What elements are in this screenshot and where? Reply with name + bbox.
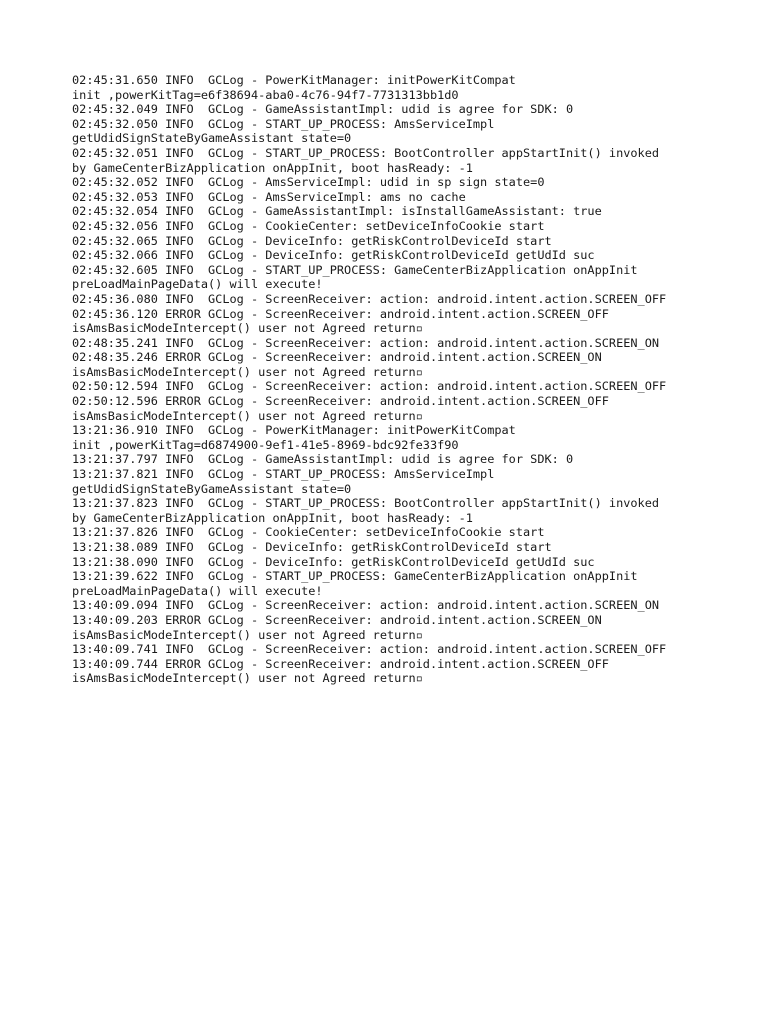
log-line: 02:45:32.054 INFO GCLog - GameAssistantImpl: isInstallGameAssistant: true <box>72 204 602 219</box>
log-line: isAmsBasicModeIntercept() user not Agreed return▫ <box>72 627 423 642</box>
log-line: 02:48:35.241 INFO GCLog - ScreenReceiver: action: android.intent.action.SCREEN_ON <box>72 335 660 350</box>
log-line: init ,powerKitTag=e6f38694-aba0-4c76-94f7-7731313bb1d0 <box>72 87 459 102</box>
log-line: 02:45:32.053 INFO GCLog - AmsServiceImpl: ams no cache <box>72 189 466 204</box>
log-line: 13:21:37.823 INFO GCLog - START_UP_PROCESS: BootController appStartInit() invoked <box>72 496 660 511</box>
log-line: 02:45:32.056 INFO GCLog - CookieCenter: setDeviceInfoCookie start <box>72 218 545 233</box>
log-line: 02:50:12.594 INFO GCLog - ScreenReceiver: action: android.intent.action.SCREEN_OFF <box>72 379 667 394</box>
log-line: 13:21:37.826 INFO GCLog - CookieCenter: setDeviceInfoCookie start <box>72 525 545 540</box>
log-line: 13:40:09.094 INFO GCLog - ScreenReceiver: action: android.intent.action.SCREEN_ON <box>72 598 660 613</box>
log-line: isAmsBasicModeIntercept() user not Agreed return▫ <box>72 364 423 379</box>
log-line: 13:40:09.741 INFO GCLog - ScreenReceiver: action: android.intent.action.SCREEN_OFF <box>72 642 667 657</box>
log-line: 02:48:35.246 ERROR GCLog - ScreenReceiver: android.intent.action.SCREEN_ON <box>72 350 602 365</box>
log-line: preLoadMainPageData() will execute! <box>72 277 323 292</box>
log-line: isAmsBasicModeIntercept() user not Agreed return▫ <box>72 321 423 336</box>
log-line: isAmsBasicModeIntercept() user not Agreed return▫ <box>72 408 423 423</box>
log-line: 02:45:32.051 INFO GCLog - START_UP_PROCESS: BootController appStartInit() invoked <box>72 145 660 160</box>
log-line: 13:21:37.821 INFO GCLog - START_UP_PROCESS: AmsServiceImpl <box>72 467 495 482</box>
log-line: getUdidSignStateByGameAssistant state=0 <box>72 131 352 146</box>
log-line: 02:45:32.050 INFO GCLog - START_UP_PROCESS: AmsServiceImpl <box>72 116 495 131</box>
log-line: 13:21:39.622 INFO GCLog - START_UP_PROCESS: GameCenterBizApplication onAppInit <box>72 569 638 584</box>
log-line: 13:21:37.797 INFO GCLog - GameAssistantImpl: udid is agree for SDK: 0 <box>72 452 574 467</box>
log-line: 02:45:36.080 INFO GCLog - ScreenReceiver: action: android.intent.action.SCREEN_OFF <box>72 291 667 306</box>
log-line: 13:21:36.910 INFO GCLog - PowerKitManager: initPowerKitCompat <box>72 423 516 438</box>
log-line: init ,powerKitTag=d6874900-9ef1-41e5-8969-bdc92fe33f90 <box>72 437 459 452</box>
log-line: 02:45:32.066 INFO GCLog - DeviceInfo: getRiskControlDeviceId getUdId suc <box>72 248 595 263</box>
log-line: by GameCenterBizApplication onAppInit, boot hasReady: -1 <box>72 510 473 525</box>
log-line: 02:45:32.065 INFO GCLog - DeviceInfo: getRiskControlDeviceId start <box>72 233 552 248</box>
log-line: 02:45:36.120 ERROR GCLog - ScreenReceiver: android.intent.action.SCREEN_OFF <box>72 306 609 321</box>
log-line: 02:50:12.596 ERROR GCLog - ScreenReceiver: android.intent.action.SCREEN_OFF <box>72 394 609 409</box>
log-line: 02:45:32.049 INFO GCLog - GameAssistantImpl: udid is agree for SDK: 0 <box>72 102 574 117</box>
log-line: 02:45:31.650 INFO GCLog - PowerKitManager: initPowerKitCompat <box>72 73 516 87</box>
log-line: 13:21:38.089 INFO GCLog - DeviceInfo: getRiskControlDeviceId start <box>72 540 552 554</box>
log-line: 13:40:09.744 ERROR GCLog - ScreenReceiver: android.intent.action.SCREEN_OFF <box>72 656 609 671</box>
log-text-block <box>72 73 712 686</box>
log-line: 02:45:32.052 INFO GCLog - AmsServiceImpl: udid in sp sign state=0 <box>72 175 545 190</box>
log-line: getUdidSignStateByGameAssistant state=0 <box>72 481 352 496</box>
log-line: 13:21:38.090 INFO GCLog - DeviceInfo: getRiskControlDeviceId getUdId suc <box>72 554 595 569</box>
log-line: isAmsBasicModeIntercept() user not Agreed return▫ <box>72 671 423 686</box>
log-line: by GameCenterBizApplication onAppInit, boot hasReady: -1 <box>72 160 473 175</box>
log-line: 02:45:32.605 INFO GCLog - START_UP_PROCESS: GameCenterBizApplication onAppInit <box>72 262 638 277</box>
log-line: 13:40:09.203 ERROR GCLog - ScreenReceiver: android.intent.action.SCREEN_ON <box>72 612 602 627</box>
log-line: preLoadMainPageData() will execute! <box>72 583 323 598</box>
